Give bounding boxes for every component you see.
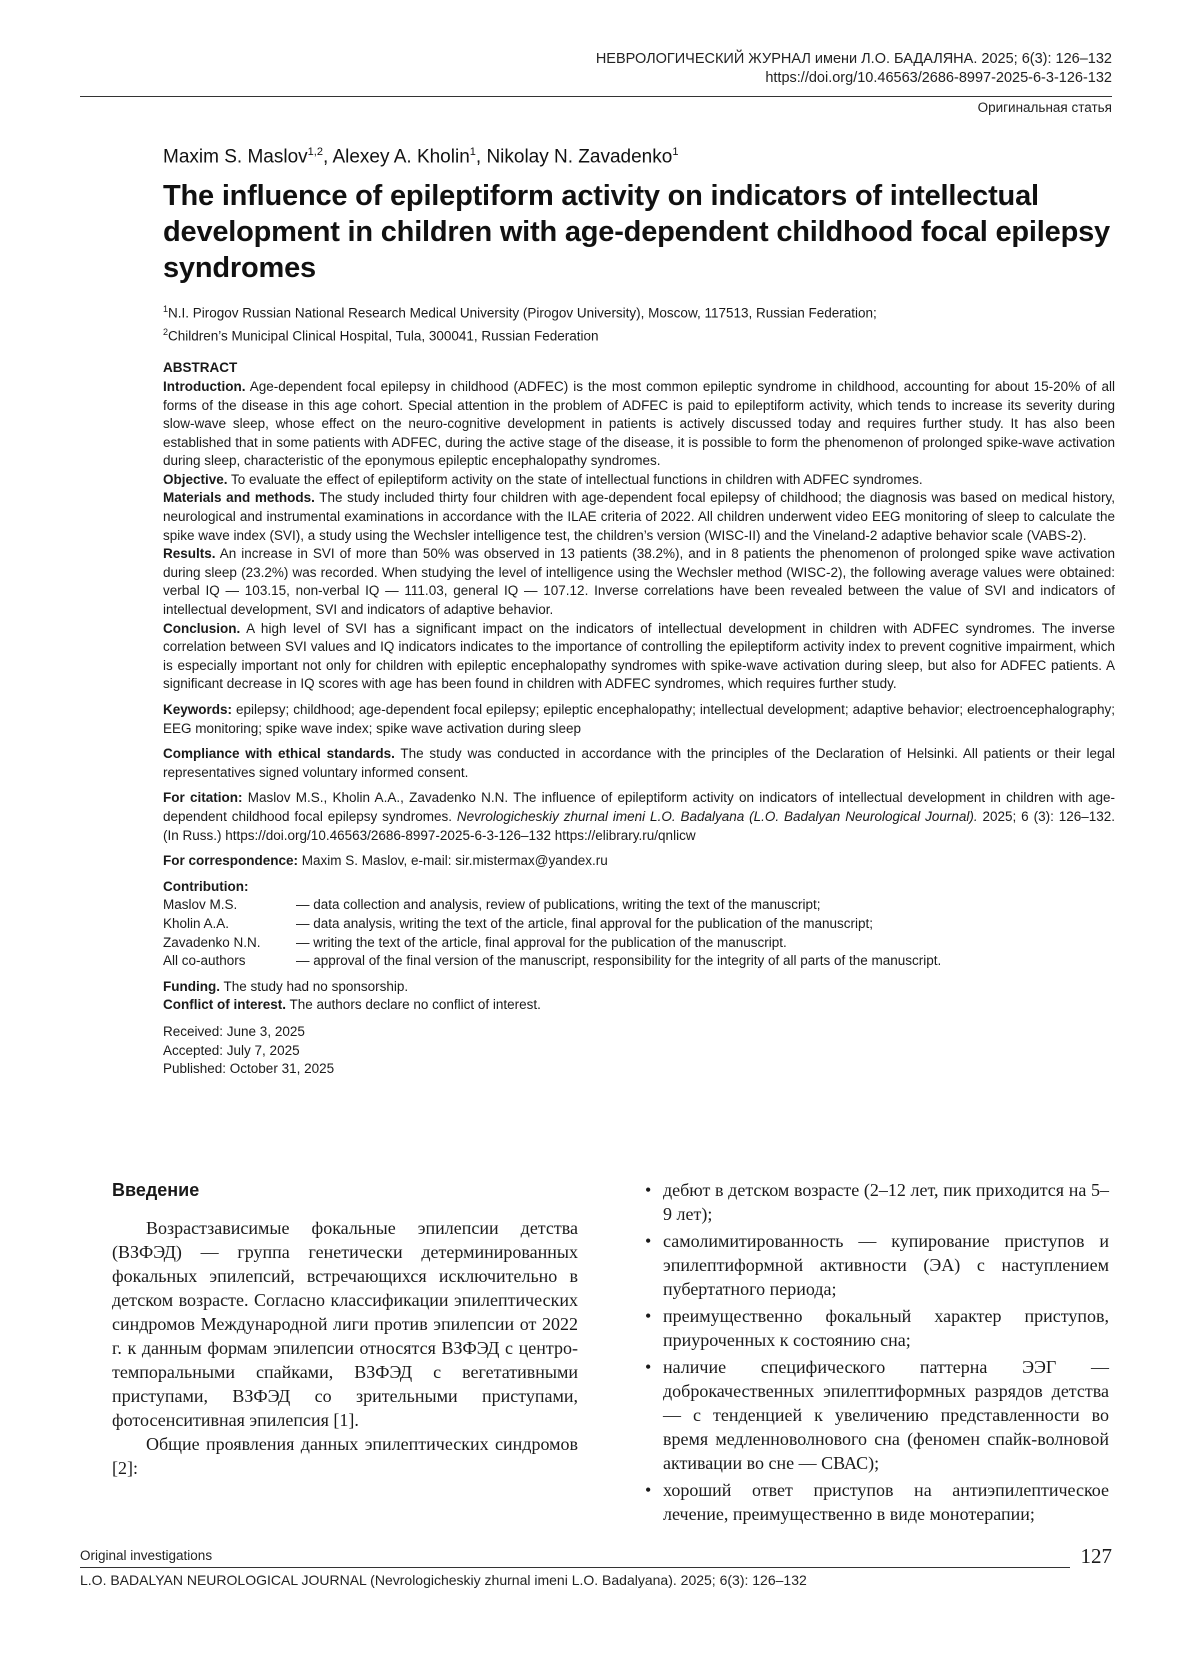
contributor-name: Zavadenko N.N. <box>163 934 261 950</box>
conclusion-text: A high level of SVI has a significant impact on the indicators of intellectual development in children with ADFEC syndromes. The inverse correlation between SVI values and IQ indicators indicates to the importance of controlling the epileptiform activity index to prevent cognitive impairment, which is especially important not only for children with epileptic encephalopathy syndromes with spike-wave activation during sleep, but also for ADFEC patients. A significant decrease in IQ scores with age has been found in children with ADFEC syndromes, which requires further study. <box>163 620 1115 692</box>
affiliation-sup: 2 <box>163 326 169 337</box>
author-separator: , <box>322 146 333 168</box>
keywords-label: Keywords: <box>163 702 233 718</box>
citation <box>163 789 1115 845</box>
contributor-name: Kholin A.A. <box>163 915 230 931</box>
body-column-right <box>643 1178 1109 1529</box>
spacer <box>163 971 1115 978</box>
objective-text: To evaluate the effect of epileptiform activity on the state of intellectual functions in children with ADFEC syndromes. <box>227 471 923 487</box>
header-divider <box>80 96 1112 97</box>
footer-divider <box>80 1567 1070 1568</box>
author-name: Alexey A. Kholin <box>332 146 470 168</box>
results-label: Results. <box>163 546 216 562</box>
body-paragraph: Общие проявления данных эпилептических синдромов [2]: <box>112 1434 578 1478</box>
section-heading: Введение <box>112 1180 200 1200</box>
keywords <box>163 701 1115 738</box>
introduction-label: Introduction. <box>163 378 246 394</box>
date-accepted: Accepted: July 7, 2025 <box>163 1042 300 1058</box>
date-published: Published: October 31, 2025 <box>163 1061 335 1077</box>
list-item: • наличие специфического паттерна ЭЭГ — доброкачественных эпилептиформных разрядов детства — с тенденцией к увеличению представленности во время медленноволнового сна (феномен спайк-волновой активации во сне — СВАС); <box>643 1355 1109 1475</box>
table-row <box>163 896 941 915</box>
ethics-text: The study was conducted in accordance with the principles of the Declaration of Helsinki. All patients or their legal representatives signed voluntary informed consent. <box>163 746 1115 780</box>
spacer <box>163 871 1115 878</box>
footer-article-type: Original investigations <box>80 1548 213 1563</box>
affiliation-text: N.I. Pirogov Russian National Research Medical University (Pirogov University), Moscow, 117513, Russian Federation; <box>168 305 877 321</box>
author-separator: , <box>475 146 487 168</box>
author-affil-sup: 1 <box>469 146 476 158</box>
contributor-role: — approval of the final version of the manuscript, responsibility for the integrity of all parts of the manuscript. <box>296 953 942 969</box>
list-item: • хороший ответ приступов на антиэпилептическое лечение, преимущественно в виде монотерапии; <box>643 1478 1109 1526</box>
abstract-introduction <box>163 378 1115 471</box>
body-column-left <box>112 1178 578 1480</box>
correspondence-text[interactable]: Maxim S. Maslov, e-mail: sir.mistermax@yandex.ru <box>298 853 608 869</box>
conflict-label: Conflict of interest. <box>163 997 287 1013</box>
correspondence-label: For correspondence: <box>163 853 299 869</box>
publication-dates <box>163 1023 1115 1079</box>
article-type-label: Оригинальная статья <box>977 100 1112 115</box>
contributor-role: — data analysis, writing the text of the article, final approval for the publication of the manuscript; <box>296 915 874 931</box>
contributor-role: — writing the text of the article, final approval for the publication of the manuscript. <box>296 934 787 950</box>
affiliation-text: Children’s Municipal Clinical Hospital, Tula, 300041, Russian Federation <box>168 328 599 344</box>
author-name: Maxim S. Maslov <box>163 146 308 168</box>
affiliation-1 <box>163 300 1115 323</box>
list-item: • самолимитированность — купирование приступов и эпилептиформной активности (ЭА) с наступлением пубертатного периода; <box>643 1229 1109 1301</box>
contribution-table <box>163 896 941 970</box>
funding-label: Funding. <box>163 978 220 994</box>
body-paragraph: Возрастзависимые фокальные эпилепсии детства (ВЗФЭД) — группа генетически детерминированных фокальных эпилепсий, встречающихся исключительно в детском возрасте. Согласно классификации эпилептических синдромов Международной лиги против эпилепсии от 2022 г. к данным формам эпилепсии относятся ВЗФЭД с центро-темпоральными спайками, ВЗФЭД с вегетативными приступами, ВЗФЭД со зрительными приступами, фотосенситивная эпилепсия [1]. <box>112 1218 578 1430</box>
funding-text: The study had no sponsorship. <box>219 978 409 994</box>
contributor-name: All co-authors <box>163 953 246 969</box>
spacer <box>163 738 1115 745</box>
citation-label: For citation: <box>163 790 243 806</box>
affiliations <box>163 300 1115 345</box>
list-item: • преимущественно фокальный характер приступов, приуроченных к состоянию сна; <box>643 1304 1109 1352</box>
conclusion-label: Conclusion. <box>163 620 241 636</box>
conflict-of-interest <box>163 996 1115 1015</box>
abstract-objective <box>163 471 1115 490</box>
spacer <box>163 694 1115 701</box>
introduction-text: Age-dependent focal epilepsy in childhood (ADFEC) is the most common epileptic syndrome in childhood, accounting for about 15-20% of all forms of the disease in this age cohort. Special attention in the problem of ADFEC is paid to epileptiform activity, which tends to increase its severity during slow-wave sleep, whose effect on the neuro-cognitive development in patients is actively discussed today and requires further study. It has also been established that in some patients with ADFEC, during the active stage of the disease, it is possible to form the phenomenon of prolonged spike-wave activation during sleep, characteristic of the eponymous epileptic encephalopathy syndromes. <box>163 378 1115 469</box>
keywords-text: epilepsy; childhood; age-dependent focal epilepsy; epileptic encephalopathy; intellectual development; adaptive behavior; electroencephalography; EEG monitoring; spike wave index; spike wave activation during sleep <box>163 702 1115 736</box>
author-affil-sup: 1,2 <box>307 146 323 158</box>
table-row <box>163 934 941 953</box>
contribution-label: Contribution: <box>163 878 249 894</box>
conflict-text: The authors declare no conflict of interest. <box>286 997 541 1013</box>
author-name: Nikolay N. Zavadenko <box>486 146 673 168</box>
abstract-conclusion <box>163 620 1115 694</box>
list-item: • дебют в детском возрасте (2–12 лет, пик приходится на 5–9 лет); <box>643 1178 1109 1226</box>
table-row <box>163 952 941 971</box>
methods-text: The study included thirty four children with age-dependent focal epilepsy of childhood; the diagnosis was based on medical history, neurological and instrumental examinations in accordance with the ILAE criteria of 2022. All children underwent video EEG monitoring of sleep to calculate the spike wave index (SVI), a study using the Wechsler intelligence test, the children’s version (WISC-II) and the Vineland-2 adaptive behavior scale (VABS-2). <box>163 490 1116 543</box>
citation-text: Maslov M.S., Kholin A.A., Zavadenko N.N. The influence of epileptiform activity on indicators of intellectual development in children with age-dependent childhood focal epilepsy syndromes. <box>163 790 1115 824</box>
abstract-results <box>163 545 1115 619</box>
affiliation-2 <box>163 323 1115 346</box>
methods-label: Materials and methods. <box>163 490 315 506</box>
contributor-role: — data collection and analysis, review of publications, writing the text of the manuscript; <box>296 897 821 913</box>
abstract-methods <box>163 489 1115 545</box>
objective-label: Objective. <box>163 471 228 487</box>
abstract-heading: ABSTRACT <box>163 360 238 376</box>
spacer <box>163 782 1115 789</box>
correspondence <box>163 852 1115 871</box>
spacer <box>163 845 1115 852</box>
citation-journal: Nevrologicheskiy zhurnal imeni L.O. Badalyana (L.O. Badalyan Neurological Journal). <box>456 808 978 824</box>
author-affil-sup: 1 <box>672 146 679 158</box>
abstract-block <box>163 359 1115 1078</box>
journal-title-line: НЕВРОЛОГИЧЕСКИЙ ЖУРНАЛ имени Л.О. БАДАЛЯНА. 2025; 6(3): 126–132 <box>595 51 1112 67</box>
ethics-statement <box>163 745 1115 782</box>
page-number: 127 <box>1080 1544 1112 1568</box>
affiliation-sup: 1 <box>163 304 169 315</box>
doi-link[interactable]: https://doi.org/10.46563/2686-8997-2025-6-3-126-132 <box>765 70 1112 86</box>
author-list <box>163 146 1115 168</box>
contributor-name: Maslov M.S. <box>163 897 238 913</box>
front-matter <box>163 146 1115 1079</box>
date-received: Received: June 3, 2025 <box>163 1023 305 1039</box>
results-text: An increase in SVI of more than 50% was observed in 13 patients (38.2%), and in 8 patients the phenomenon of prolonged spike wave activation during sleep (23.2%) was recorded. When studying the level of intelligence using the Wechsler method (WISC-2), the following average values were obtained: verbal IQ — 103.15, non-verbal IQ — 111.03, general IQ — 107.12. Inverse correlations have been revealed between the value of SVI and indicators of intellectual development, SVI and indicators of adaptive behavior. <box>163 546 1115 618</box>
funding <box>163 978 1115 997</box>
bullet-list <box>643 1178 1109 1526</box>
article-title: The influence of epileptiform activity on indicators of intellectual development in children with age-dependent childhood focal epilepsy syndromes <box>163 180 1110 285</box>
ethics-label: Compliance with ethical standards. <box>163 746 395 762</box>
footer-journal-line: L.O. BADALYAN NEUROLOGICAL JOURNAL (Nevrologicheskiy zhurnal imeni L.O. Badalyana). 2025; 6(3): 126–132 <box>80 1572 807 1588</box>
table-row <box>163 915 941 934</box>
citation-text-links[interactable]: 2025; 6 (3): 126–132. (In Russ.) https://doi.org/10.46563/2686-8997-2025-6-3-126–132 https://elibrary.ru/qnlicw <box>163 808 1116 843</box>
journal-header <box>596 50 1112 88</box>
